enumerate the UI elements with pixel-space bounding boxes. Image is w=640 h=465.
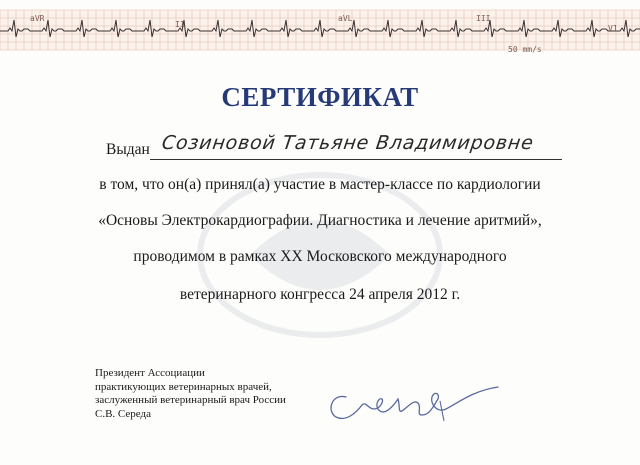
ecg-lead-v1: V1 — [608, 24, 618, 33]
signatory-line-3: заслуженный ветеринарный врач России — [95, 394, 286, 406]
certificate-title: СЕРТИФИКАТ — [221, 82, 419, 112]
ecg-speed-label: 50 mm/s — [508, 45, 542, 54]
recipient-name: Созиновой Татьяне Владимировне — [160, 132, 536, 154]
signatory-line-1: Президент Ассоциации — [95, 367, 205, 379]
ecg-strip — [0, 0, 640, 62]
body-line-4: ветеринарного конгресса 24 апреля 2012 г. — [179, 286, 461, 303]
ecg-lead-avl: aVL — [338, 14, 353, 23]
recipient-underline — [150, 159, 562, 160]
body-line-1: в том, что он(а) принял(а) участие в мастер-классе по кардиологии — [99, 176, 541, 193]
body-line-2: «Основы Электрокардиографии. Диагностика и лечение аритмий», — [98, 212, 542, 229]
handwritten-signature — [322, 375, 502, 425]
issued-to-row — [106, 134, 566, 162]
ecg-lead-iii: III — [476, 14, 491, 23]
signatory-name: С.В. Середа — [95, 407, 151, 420]
ecg-lead-ii: II — [175, 20, 185, 29]
ecg-lead-avr: aVR — [30, 14, 45, 23]
signatory-block — [95, 367, 286, 421]
body-line-3: проводимом в рамках XX Московского международного — [133, 248, 507, 265]
signatory-line-2: практикующих ветеринарных врачей, — [95, 380, 272, 393]
issued-label: Выдан — [106, 141, 150, 158]
